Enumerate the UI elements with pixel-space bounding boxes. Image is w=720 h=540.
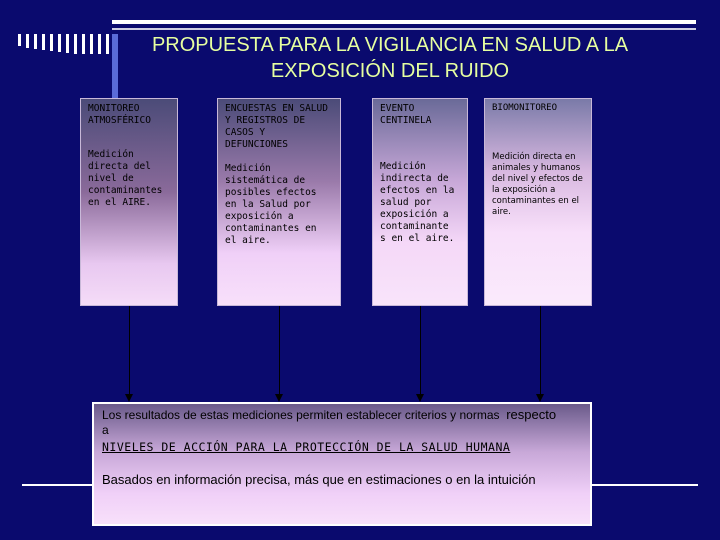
box-heading: MONITOREO ATMOSFÉRICO	[88, 103, 151, 126]
title-line-2: EXPOSICIÓN DEL RUIDO	[270, 60, 510, 82]
connector-line	[420, 306, 421, 394]
box-body: Medición indirecta de efectos en la salud por exposición a contaminante s en el aire.	[380, 161, 455, 244]
bottom-divider-left	[22, 484, 92, 486]
box-encuestas	[217, 98, 341, 306]
result-line-1b: a	[102, 423, 109, 437]
arrow-head	[125, 394, 133, 402]
box-monitoreo	[80, 98, 178, 306]
result-text-tail: respecto	[506, 407, 557, 422]
bottom-divider-right	[592, 484, 698, 486]
top-divider-thin	[112, 28, 696, 30]
arrow-head	[416, 394, 424, 402]
box-heading: BIOMONITOREO	[492, 103, 558, 113]
arrow-head	[275, 394, 283, 402]
title-line-1: PROPUESTA PARA LA VIGILANCIA EN SALUD A LA	[151, 34, 629, 56]
box-body: Medición directa en animales y humanos del nivel y efectos de la exposición a contaminantes en el aire.	[492, 152, 583, 217]
box-heading: ENCUESTAS EN SALUD Y REGISTROS DE CASOS Y DEFUNCIONES	[225, 103, 328, 150]
box-evento-centinela	[372, 98, 468, 306]
box-body: Medición sistemática de posibles efectos en la Salud por exposición a contaminantes en el aire.	[225, 163, 317, 246]
result-line-1	[102, 407, 582, 423]
result-basis: Basados en información precisa, más que en estimaciones o en la intuición	[102, 472, 536, 487]
result-text: Los resultados de estas mediciones permiten establecer criterios y normas	[102, 408, 500, 422]
connector-line	[279, 306, 280, 394]
box-body: Medición directa del nivel de contaminantes en el AIRE.	[88, 149, 163, 208]
result-box	[92, 402, 592, 526]
top-divider	[112, 20, 696, 24]
box-heading: EVENTO CENTINELA	[380, 103, 432, 126]
slide-title	[100, 32, 680, 84]
connector-line	[540, 306, 541, 394]
box-biomonitoreo	[484, 98, 592, 306]
connector-line	[129, 306, 130, 394]
arrow-head	[536, 394, 544, 402]
result-action-levels: NIVELES DE ACCIÓN PARA LA PROTECCIÓN DE LA SALUD HUMANA	[102, 440, 511, 454]
